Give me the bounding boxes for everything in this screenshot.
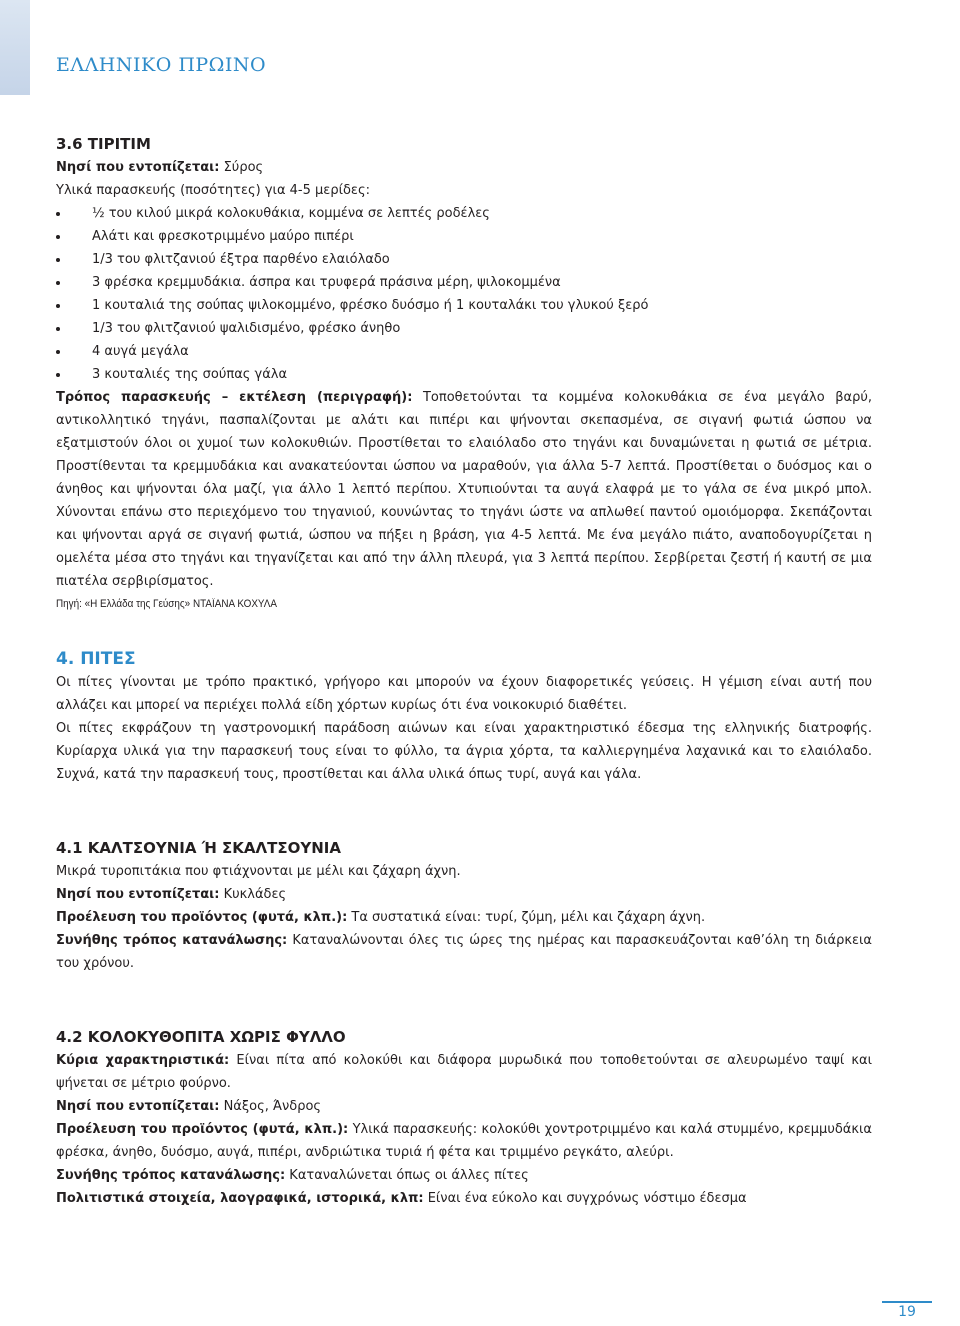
side-decoration-bar <box>0 0 30 95</box>
section-3-6-title: 3.6 ΤΙΡΙΤΙΜ <box>56 135 151 153</box>
island-label: Νησί που εντοπίζεται: <box>56 1099 220 1114</box>
kaltsounia-intro: Μικρά τυροπιτάκια που φτιάχνονται με μέλι και ζάχαρη άχνη. <box>56 864 461 879</box>
method-paragraph <box>56 386 872 593</box>
list-item: 1/3 του φλιτζανιού ψαλιδισμένο, φρέσκο άνηθο <box>56 317 872 340</box>
ingredients-intro: Υλικά παρασκευής (ποσότητες) για 4-5 μερίδες: <box>56 183 370 198</box>
list-item: 1/3 του φλιτζανιού έξτρα παρθένο ελαιόλαδο <box>56 248 872 271</box>
origin-value: Υλικά παρασκευής: κολοκύθι χοντροτριμμένο και καλά στυμμένο, κρεμμυδάκια φρέσκα, άνηθο, δυόσμο, αυγά, πιπέρι, ανδριώτικα τυριά ή φέτα και τριμμένο ρεγκάτο, αλεύρι. <box>56 1122 872 1160</box>
main-characteristics-line <box>56 1049 872 1095</box>
consumption-label: Συνήθης τρόπος κατανάλωσης: <box>56 933 288 948</box>
consumption-value: Καταναλώνονται όλες τις ώρες της ημέρας και παρασκευάζονται καθ’όλη τη διάρκεια του χρόνου. <box>56 933 872 971</box>
consumption-label: Συνήθης τρόπος κατανάλωσης: <box>56 1168 286 1183</box>
section-4-title: 4. ΠΙΤΕΣ <box>56 649 136 669</box>
origin-value: Τα συστατικά είναι: τυρί, ζύμη, μέλι και ζάχαρη άχνη. <box>347 910 706 925</box>
origin-label: Προέλευση του προϊόντος (φυτά, κλπ.): <box>56 1122 349 1137</box>
section-4-2-title: 4.2 ΚΟΛΟΚΥΘΟΠΙΤΑ ΧΩΡΙΣ ΦΥΛΛΟ <box>56 1028 346 1046</box>
cultural-value: Είναι ένα εύκολο και συγχρόνως νόστιμο έδεσμα <box>423 1191 747 1206</box>
island-value: Κυκλάδες <box>219 887 287 902</box>
cultural-line <box>56 1187 872 1210</box>
origin-line <box>56 906 872 929</box>
method-text: Τοποθετούνται τα κομμένα κολοκυθάκια σε ένα μεγάλο βαρύ, αντικολλητικό τηγάνι, πασπαλίζονται με αλάτι και πιπέρι και ψήνονται σκεπασμένα, σε σιγανή φωτιά ώσπου να εξατμιστούν όλοι οι χυμοί των κολοκυθιών. Προστίθεται το ελαιόλαδο στο τηγάνι και δυναμώνεται η φωτιά σε μέτρια. Προστίθενται τα κρεμμυδάκια και ανακατεύονται ώσπου να μαραθούν, για άλλα 5-7 λεπτά. Προστίθεται ο δυόσμος και ο άνηθος και ψήνονται όλα μαζί, για άλλο 1 λεπτό περίπου. Χτυπιούνται τα αυγά ελαφρά με το γάλα σε ένα μικρό μπολ. Χύνονται επάνω στο περιεχόμενο του τηγανιού, κουνώντας το τηγάνι ώστε να απλωθεί παντού ομοιόμορφα. Σκεπάζονται και ψήνονται αργά σε σιγανή φωτιά, ώσπου να πήξει η βράση, για 4-5 λεπτά. Με ένα μεγάλο πιάτο, αναποδογυρίζεται η ομελέτα μέσα στο τηγάνι και τηγανίζεται και από την άλλη πλευρά, για 3 λεπτά περίπου. Σερβίρεται ζεστή ή καυτή σε μια πιατέλα σερβιρίσματος. <box>56 390 872 589</box>
list-item: 4 αυγά μεγάλα <box>56 340 872 363</box>
island-line <box>56 883 872 906</box>
island-label: Νησί που εντοπίζεται: <box>56 160 220 175</box>
pites-paragraph-1: Οι πίτες γίνονται με τρόπο πρακτικό, γρήγορο και μπορούν να έχουν διαφορετικές γεύσεις. Η γέμιση είναι αυτή που αλλάζει και μπορεί να περιέχει πολλά είδη χόρτων κυρίως ότι ένα νοικοκυριό διαθέτει. <box>56 675 872 713</box>
list-item: ½ του κιλού μικρά κολοκυθάκια, κομμένα σε λεπτές ροδέλες <box>56 202 872 225</box>
page-number-rule <box>882 1301 932 1303</box>
ingredients-list <box>56 202 872 386</box>
list-item: 3 φρέσκα κρεμμυδάκια. άσπρα και τρυφερά πράσινα μέρη, ψιλοκομμένα <box>56 271 872 294</box>
page-number: 19 <box>898 1304 916 1320</box>
list-item: 1 κουταλιά της σούπας ψιλοκομμένο, φρέσκο δυόσμο ή 1 κουταλάκι του γλυκού ξερό <box>56 294 872 317</box>
main-label: Κύρια χαρακτηριστικά: <box>56 1053 230 1068</box>
consumption-value: Καταναλώνεται όπως οι άλλες πίτες <box>285 1168 529 1183</box>
list-item: Αλάτι και φρεσκοτριμμένο μαύρο πιπέρι <box>56 225 872 248</box>
source-credit: Πηγή: «Η Ελλάδα της Γεύσης» ΝΤΑΪΑΝΑ ΚΟΧΥΛΑ <box>56 598 278 610</box>
consumption-line <box>56 929 872 975</box>
page-content <box>56 133 872 1210</box>
list-item: 3 κουταλιές της σούπας γάλα <box>56 363 872 386</box>
running-head: ΕΛΛΗΝΙΚΟ ΠΡΩΙΝΟ <box>56 54 267 76</box>
island-label: Νησί που εντοπίζεται: <box>56 887 220 902</box>
main-value: Είναι πίτα από κολοκύθι και διάφορα μυρωδικά που τοποθετούνται σε αλευρωμένο ταψί και ψήνεται σε μέτριο φούρνο. <box>56 1053 872 1091</box>
island-line <box>56 1095 872 1118</box>
origin-line <box>56 1118 872 1164</box>
island-value: Σύρος <box>219 160 264 175</box>
section-4-1-title: 4.1 ΚΑΛΤΣΟΥΝΙΑ Ή ΣΚΑΛΤΣΟΥΝΙΑ <box>56 839 341 857</box>
cultural-label: Πολιτιστικά στοιχεία, λαογραφικά, ιστορικά, κλπ: <box>56 1191 424 1206</box>
origin-label: Προέλευση του προϊόντος (φυτά, κλπ.): <box>56 910 348 925</box>
pites-paragraph-2: Οι πίτες εκφράζουν τη γαστρονομική παράδοση αιώνων και είναι χαρακτηριστικό έδεσμα της ελληνικής διατροφής. Κυρίαρχα υλικά για την παρασκευή τους είναι το φύλλο, τα άγρια χόρτα, τα καλλιεργημένα λαχανικά και το ελαιόλαδο. Συχνά, κατά την παρασκευή τους, προστίθεται και άλλα υλικά όπως τυρί, αυγά και γάλα. <box>56 721 872 782</box>
island-line <box>56 156 872 179</box>
method-label: Τρόπος παρασκευής – εκτέλεση (περιγραφή): <box>56 390 413 405</box>
consumption-line <box>56 1164 872 1187</box>
island-value: Νάξος, Άνδρος <box>219 1099 322 1114</box>
